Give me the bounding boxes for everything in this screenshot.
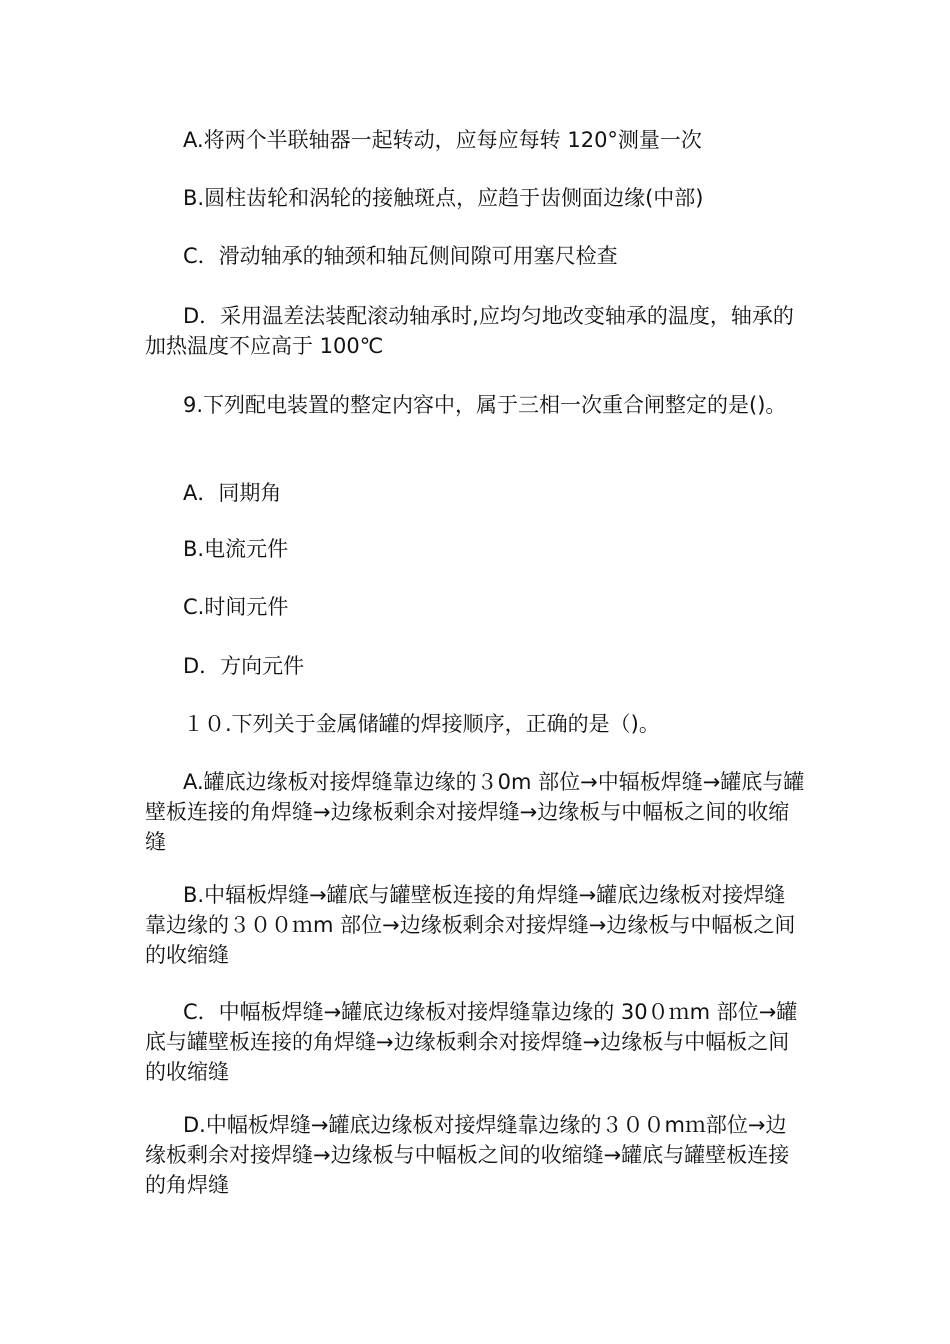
question-10: １０.下列关于金属储罐的焊接顺序，正确的是（)。 (183, 712, 660, 736)
option-10-b: B.中辐板焊缝→罐底与罐壁板连接的角焊缝→罐底边缘板对接焊缝靠边缘的３００ｍm 部位→边缘板剩余对接焊缝→边缘板与中幅板之间的收缩缝 (145, 883, 796, 967)
option-10-a: A.罐底边缘板对接焊缝靠边缘的３0m 部位→中辐板焊缝→罐底与罐壁板连接的角焊缝→边缘板剩余对接焊缝→边缘板与中幅板之间的收缩缝 (145, 770, 805, 854)
option-8-d: D．采用温差法装配滚动轴承时,应均匀地改变轴承的温度，轴承的加热温度不应高于 100℃ (145, 304, 794, 358)
option-8-b: B.圆柱齿轮和涡轮的接触斑点，应趋于齿侧面边缘(中部) (183, 186, 704, 210)
option-8-a: A.将两个半联轴器一起转动，应每应每转 120°测量一次 (183, 128, 702, 152)
question-9: 9.下列配电装置的整定内容中，属于三相一次重合闸整定的是()。 (183, 393, 787, 417)
option-8-c: C．滑动轴承的轴颈和轴瓦侧间隙可用塞尺检查 (183, 244, 618, 268)
option-10-d: D.中幅板焊缝→罐底边缘板对接焊缝靠边缘的３００mｍ部位→边缘板剩余对接焊缝→边缘板与中幅板之间的收缩缝→罐底与罐壁板连接的角焊缝 (145, 1113, 790, 1197)
option-9-d: D．方向元件 (183, 654, 305, 678)
option-9-c: C.时间元件 (183, 595, 289, 619)
option-9-b: B.电流元件 (183, 537, 289, 561)
option-10-c: C．中幅板焊缝→罐底边缘板对接焊缝靠边缘的 30０ｍm 部位→罐底与罐壁板连接的角焊缝→边缘板剩余对接焊缝→边缘板与中幅板之间的收缩缝 (145, 1000, 798, 1084)
option-9-a: A．同期角 (183, 481, 282, 505)
